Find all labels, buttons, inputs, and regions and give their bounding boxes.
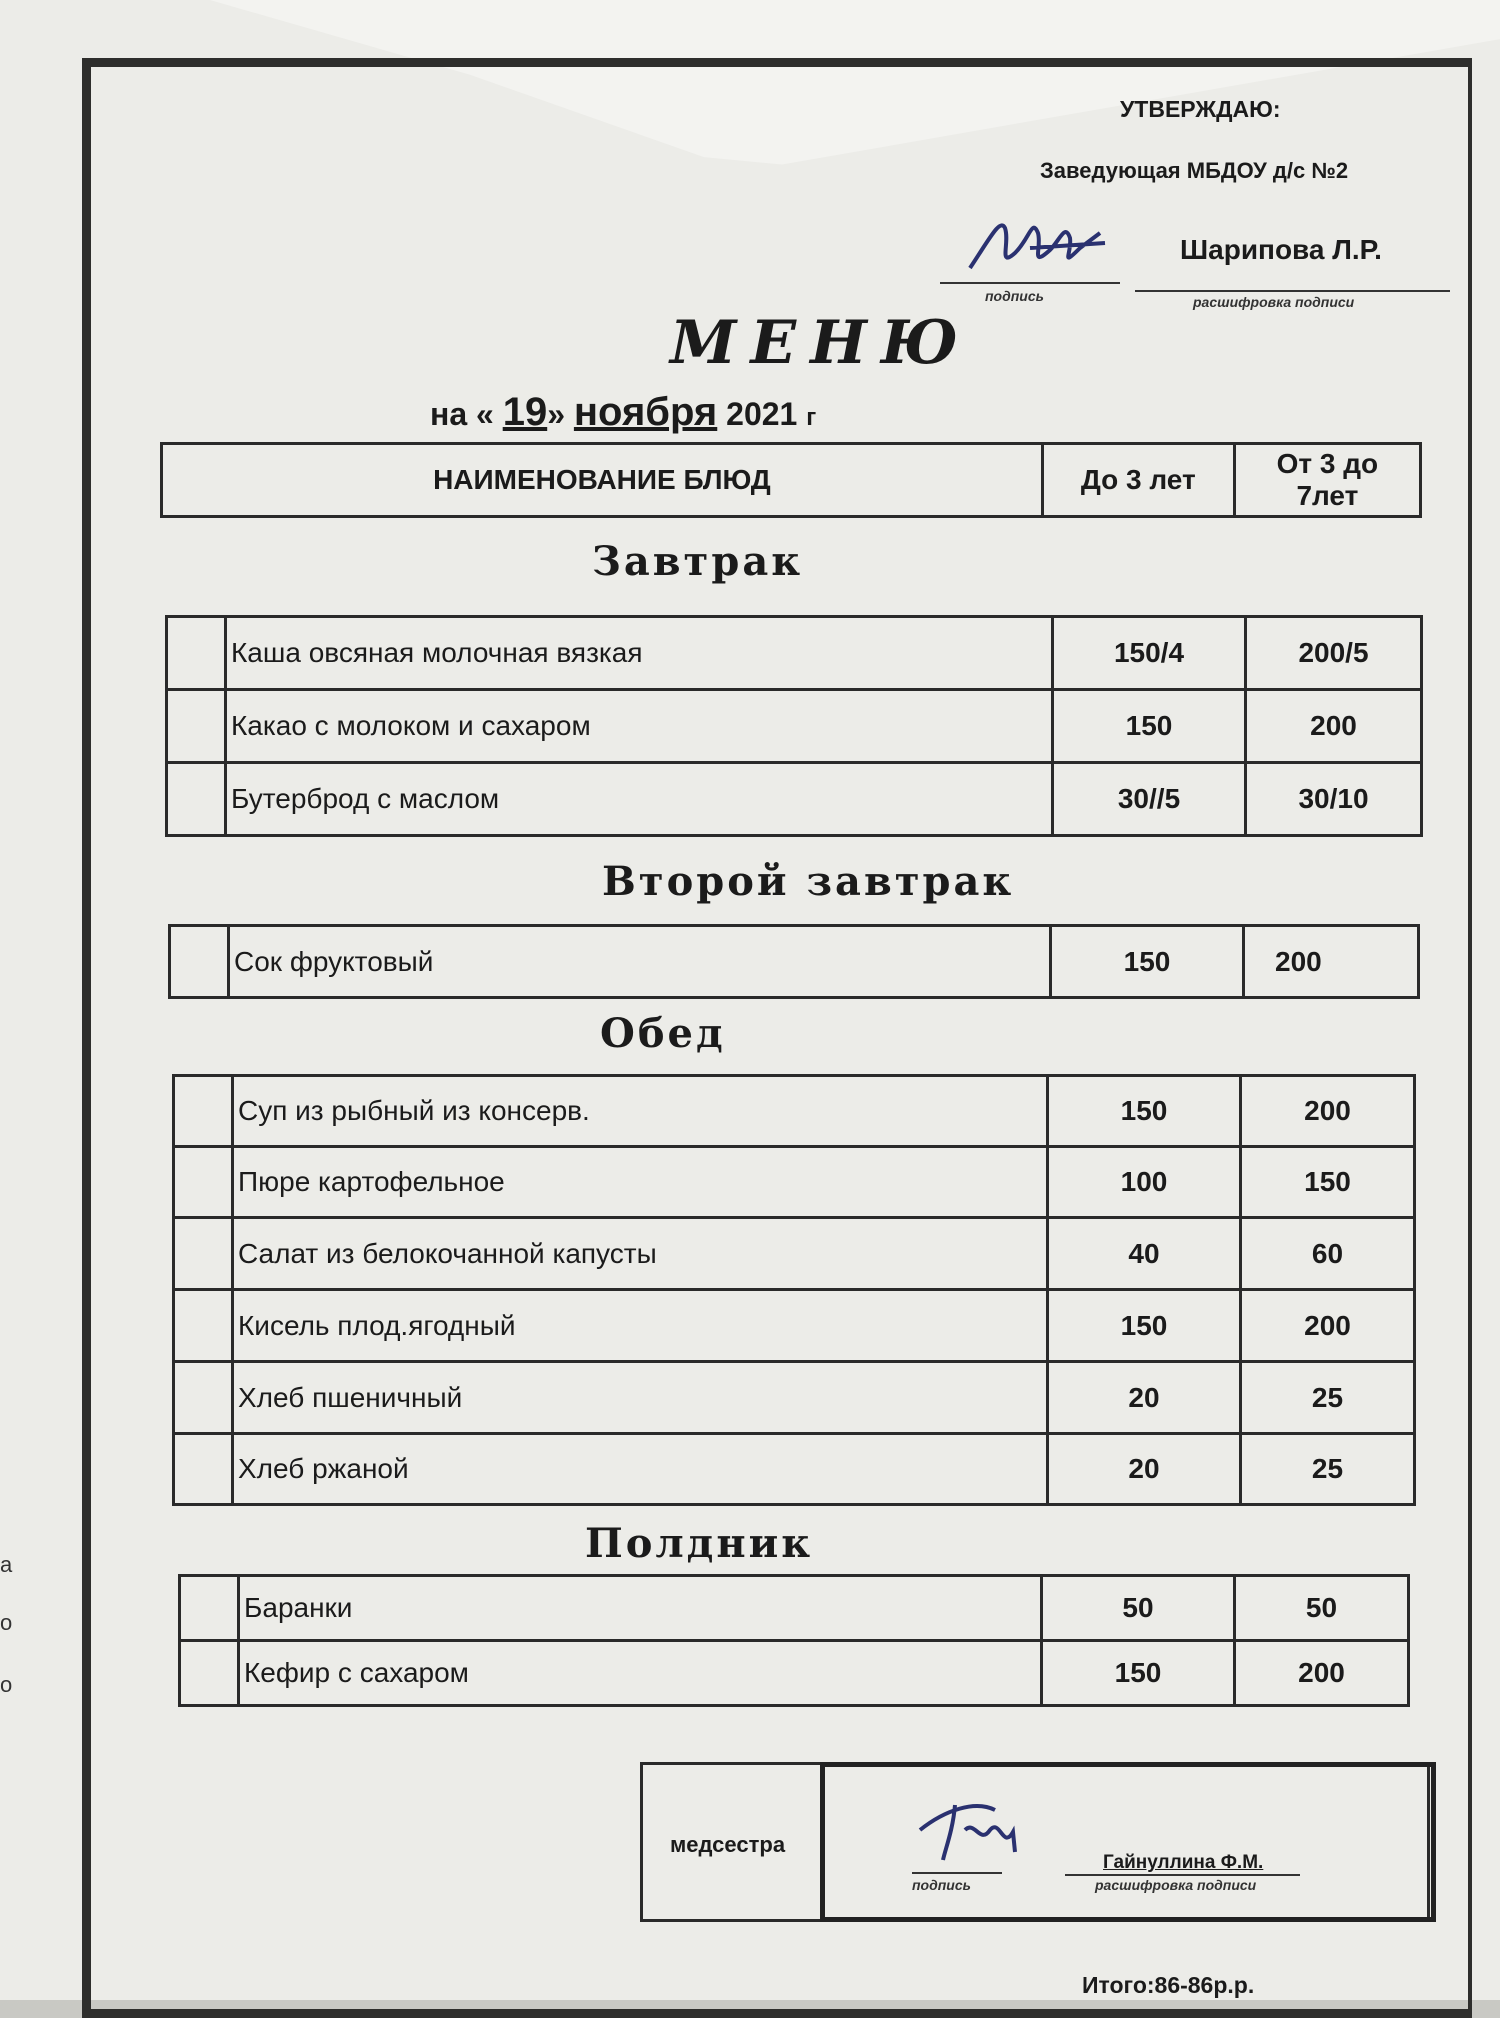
row-index-cell — [174, 1076, 233, 1147]
header-3-to-7 — [1234, 444, 1420, 517]
section-table-breakfast — [165, 615, 1423, 837]
decode-caption: расшифровка подписи — [1193, 294, 1355, 310]
dish-name: Суп из рыбный из консерв. — [233, 1076, 1048, 1147]
date-prefix: на « — [430, 396, 494, 432]
table-row — [167, 763, 1422, 836]
row-index-cell — [180, 1641, 239, 1706]
signature-caption: подпись — [985, 288, 1044, 304]
portion-under-3: 50 — [1042, 1576, 1235, 1641]
portion-3-to-7: 25 — [1241, 1362, 1415, 1434]
row-index-cell — [174, 1218, 233, 1290]
dish-name: Кисель плод.ягодный — [233, 1290, 1048, 1362]
table-row — [174, 1290, 1415, 1362]
director-signature — [960, 198, 1110, 288]
decode-line — [1135, 290, 1450, 292]
dish-name: Кефир с сахаром — [239, 1641, 1042, 1706]
dish-name: Сок фруктовый — [229, 926, 1051, 998]
table-row — [174, 1218, 1415, 1290]
table-row — [180, 1576, 1409, 1641]
date-close-quote: » — [547, 396, 565, 432]
table-row — [167, 617, 1422, 690]
date-suffix: г — [806, 404, 817, 431]
portion-3-to-7: 150 — [1241, 1147, 1415, 1218]
menu-title: МЕНЮ — [670, 308, 973, 378]
nurse-signature-caption: подпись — [912, 1877, 971, 1893]
dish-name: Каша овсяная молочная вязкая — [226, 617, 1053, 690]
row-index-cell — [174, 1147, 233, 1218]
row-index-cell — [167, 690, 226, 763]
dish-name: Баранки — [239, 1576, 1042, 1641]
date-year: 2021 — [726, 396, 798, 432]
header-3-to-7-line2: 7лет — [1296, 480, 1359, 511]
header-3-to-7-line1: От 3 до — [1276, 448, 1379, 479]
portion-under-3: 20 — [1048, 1362, 1241, 1434]
portion-under-3: 30//5 — [1053, 763, 1246, 836]
dish-name: Хлеб пшеничный — [233, 1362, 1048, 1434]
portion-under-3: 150 — [1051, 926, 1244, 998]
nurse-decode-caption: расшифровка подписи — [1095, 1877, 1257, 1893]
row-index-cell — [167, 617, 226, 690]
dish-name: Салат из белокочанной капусты — [233, 1218, 1048, 1290]
dish-name: Какао с молоком и сахаром — [226, 690, 1053, 763]
row-index-cell — [174, 1362, 233, 1434]
header-table — [160, 442, 1422, 518]
row-index-cell — [167, 763, 226, 836]
dish-name: Пюре картофельное — [233, 1147, 1048, 1218]
portion-3-to-7: 200/5 — [1246, 617, 1422, 690]
row-index-cell — [174, 1290, 233, 1362]
section-table-lunch — [172, 1074, 1416, 1506]
nurse-signature-box — [820, 1762, 1436, 1922]
portion-3-to-7: 30/10 — [1246, 763, 1422, 836]
section-title: Обед — [600, 1010, 726, 1057]
table-row — [180, 1641, 1409, 1706]
section-title: Полдник — [585, 1520, 814, 1567]
portion-under-3: 150 — [1048, 1076, 1241, 1147]
portion-3-to-7: 200 — [1241, 1076, 1415, 1147]
head-name: Шарипова Л.Р. — [1180, 234, 1382, 265]
section-table-second-breakfast — [168, 924, 1420, 999]
head-position: Заведующая МБДОУ д/с №2 — [1040, 158, 1349, 183]
nurse-signature-line — [912, 1872, 1002, 1874]
date-month: ноября — [573, 390, 718, 434]
nurse-label: медсестра — [670, 1832, 786, 1857]
portion-under-3: 100 — [1048, 1147, 1241, 1218]
header-under-3: До 3 лет — [1042, 444, 1234, 517]
portion-under-3: 150 — [1048, 1290, 1241, 1362]
portion-3-to-7: 60 — [1241, 1218, 1415, 1290]
dish-name: Бутерброд с маслом — [226, 763, 1053, 836]
section-table-snack — [178, 1574, 1410, 1707]
approve-label: УТВЕРЖДАЮ: — [1120, 96, 1281, 122]
menu-date — [430, 390, 816, 435]
total-cost: Итого:86-86р.р. — [1082, 1972, 1255, 1998]
table-row — [167, 690, 1422, 763]
portion-3-to-7: 50 — [1235, 1576, 1409, 1641]
date-day: 19 — [502, 390, 548, 434]
row-index-cell — [170, 926, 229, 998]
edge-mark: а — [0, 1552, 13, 1577]
portion-under-3: 150 — [1042, 1641, 1235, 1706]
section-title: Второй завтрак — [602, 858, 1015, 905]
dish-name: Хлеб ржаной — [233, 1434, 1048, 1505]
row-index-cell — [180, 1576, 239, 1641]
portion-3-to-7: 200 — [1244, 926, 1419, 998]
portion-under-3: 40 — [1048, 1218, 1241, 1290]
nurse-signature — [915, 1790, 1065, 1870]
table-row — [174, 1147, 1415, 1218]
table-row — [174, 1434, 1415, 1505]
signature-line — [940, 282, 1120, 284]
table-row — [174, 1076, 1415, 1147]
portion-3-to-7: 200 — [1246, 690, 1422, 763]
portion-3-to-7: 25 — [1241, 1434, 1415, 1505]
nurse-name: Гайнуллина Ф.М. — [1103, 1852, 1264, 1873]
edge-mark: о — [0, 1610, 13, 1635]
row-index-cell — [174, 1434, 233, 1505]
portion-under-3: 150 — [1053, 690, 1246, 763]
portion-3-to-7: 200 — [1241, 1290, 1415, 1362]
portion-under-3: 20 — [1048, 1434, 1241, 1505]
nurse-decode-line — [1065, 1874, 1300, 1876]
portion-under-3: 150/4 — [1053, 617, 1246, 690]
section-title: Завтрак — [592, 538, 804, 585]
table-row — [174, 1362, 1415, 1434]
edge-mark: о — [0, 1672, 13, 1697]
portion-3-to-7: 200 — [1235, 1641, 1409, 1706]
header-dish-name: НАИМЕНОВАНИЕ БЛЮД — [162, 444, 1043, 517]
table-row — [170, 926, 1419, 998]
